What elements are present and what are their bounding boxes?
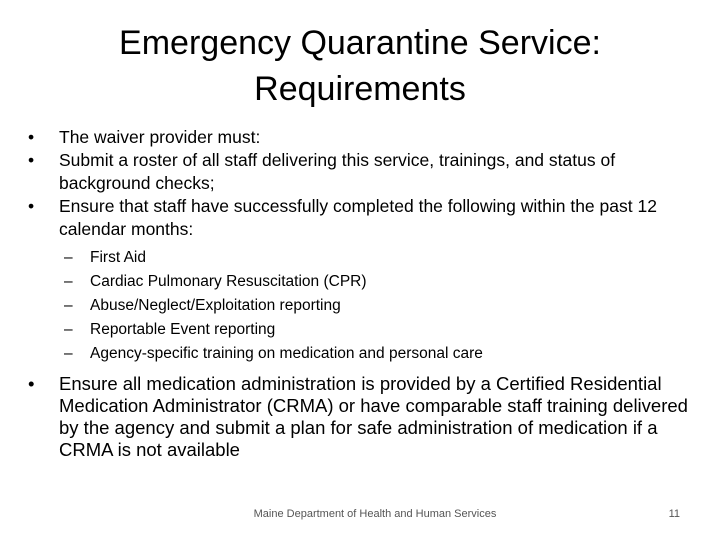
- slide-title-line-2: Requirements: [254, 70, 466, 108]
- bullet-item: [28, 126, 688, 149]
- bullet-marker: •: [28, 373, 35, 394]
- bullet-marker: •: [28, 196, 35, 216]
- training-sublist: [28, 246, 688, 366]
- page-number: 11: [668, 508, 680, 520]
- bullet-marker: •: [28, 127, 35, 147]
- sub-list-item: [28, 294, 688, 318]
- dash-marker: –: [64, 297, 73, 314]
- slide-title: [60, 20, 660, 112]
- sub-list-item: [28, 342, 688, 366]
- bullet-item: [28, 149, 688, 195]
- bullet-item: [28, 195, 688, 241]
- dash-marker: –: [64, 249, 73, 266]
- bullet-text: The waiver provider must:: [59, 127, 261, 147]
- slide-footer: Maine Department of Health and Human Services: [253, 508, 497, 520]
- dash-marker: –: [64, 345, 73, 362]
- dash-marker: –: [64, 321, 73, 338]
- sub-list-item: [28, 318, 688, 342]
- dash-marker: –: [64, 273, 73, 290]
- sub-list-item: [28, 246, 688, 270]
- bullet-text: Submit a roster of all staff delivering this service, trainings, and status of background checks;: [59, 150, 616, 193]
- bullet-marker: •: [28, 150, 35, 170]
- sub-item-text: Cardiac Pulmonary Resuscitation (CPR): [90, 273, 367, 290]
- slide-body: [28, 126, 688, 461]
- bullet-text: Ensure all medication administration is provided by a Certified Residential Medication Administrator (CRMA) or have comparable staff training delivered by the agency and submit a plan for safe administration of medication if a CRMA is not available: [59, 373, 688, 460]
- sub-item-text: Agency-specific training on medication and personal care: [90, 345, 483, 362]
- sub-item-text: First Aid: [90, 249, 146, 266]
- bullet-item: [28, 373, 688, 461]
- sub-item-text: Abuse/Neglect/Exploitation reporting: [90, 297, 341, 314]
- slide-title-line-1: Emergency Quarantine Service:: [119, 24, 601, 62]
- bullet-text: Ensure that staff have successfully completed the following within the past 12 calendar months:: [59, 196, 657, 239]
- sub-item-text: Reportable Event reporting: [90, 321, 276, 338]
- sub-list-item: [28, 270, 688, 294]
